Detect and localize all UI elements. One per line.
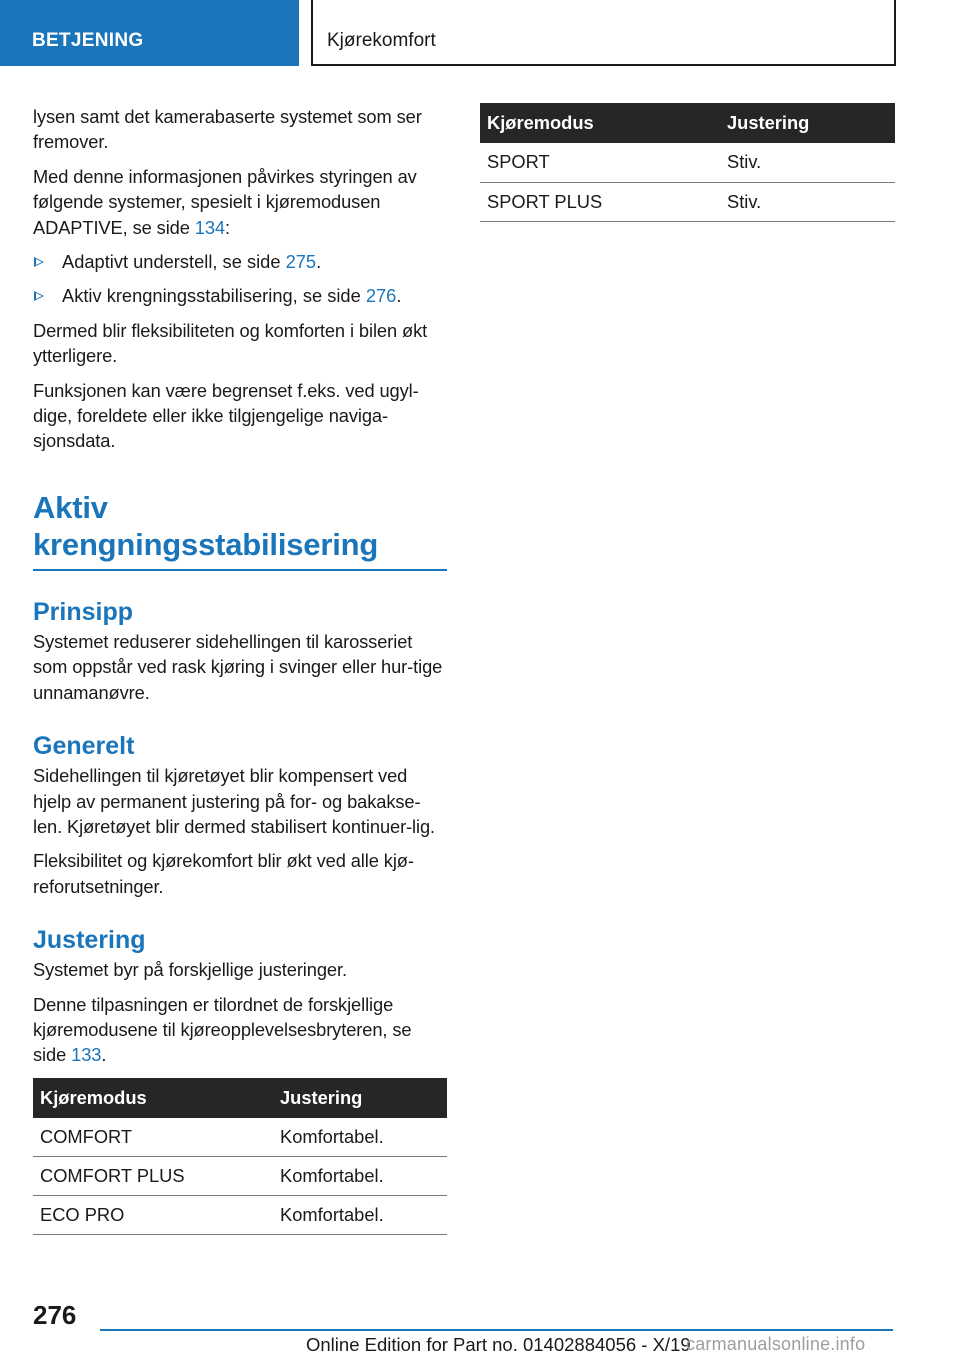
page-link-134[interactable]: 134 — [194, 216, 225, 238]
cell-adjustment: Komfortabel. — [273, 1196, 447, 1235]
list-item-end: . — [396, 285, 402, 307]
paragraph-adjustment-2 — [33, 992, 447, 1068]
table-row — [33, 1196, 447, 1235]
paragraph-adjustment-end: . — [101, 1044, 107, 1066]
drive-mode-table-left — [33, 1078, 447, 1236]
main-heading-line2: krengningsstabilisering — [33, 526, 379, 562]
page-link-276[interactable]: 276 — [365, 285, 397, 307]
heading-principle: Prinsipp — [33, 597, 134, 626]
paragraph-systems-end: : — [224, 216, 230, 238]
watermark-text: carmanualsonline.info — [686, 1334, 866, 1354]
table-header-row — [480, 103, 895, 143]
left-column — [33, 104, 447, 1235]
paragraph-intro: lysen samt det kamerabaserte systemet som ser fremover. — [33, 106, 422, 153]
table-header-row — [33, 1078, 447, 1118]
cell-adjustment: Stiv. — [720, 143, 895, 182]
heading-general: Generelt — [33, 732, 135, 761]
page-link-275[interactable]: 275 — [285, 251, 317, 273]
cell-mode: SPORT — [480, 143, 720, 182]
section-title: BETJENING — [32, 30, 144, 51]
list-item-text: Adaptivt understell, se side — [62, 251, 286, 273]
paragraph-flexibility: Dermed blir fleksibiliteten og komforten i bilen økt ytterligere. — [33, 319, 428, 367]
main-heading-line1: Aktiv — [33, 489, 108, 525]
right-column — [480, 103, 895, 222]
list-item — [33, 249, 447, 274]
page-link-133[interactable]: 133 — [71, 1044, 102, 1066]
paragraph-general-2: Fleksibilitet og kjørekomfort blir økt ved alle kjø-reforutsetninger. — [33, 850, 414, 897]
cell-adjustment: Stiv. — [720, 182, 895, 221]
triangle-bullet-icon — [34, 257, 44, 267]
column-header-mode: Kjøremodus — [480, 103, 720, 143]
cell-adjustment: Komfortabel. — [273, 1118, 447, 1157]
paragraph-general-1: Sidehellingen til kjøretøyet blir kompensert ved hjelp av permanent justering på for- og bakakse-len. Kjøretøyet blir dermed stabilisert kontinuer-lig. — [33, 765, 436, 837]
table-row — [480, 182, 895, 221]
heading-adjustment: Justering — [33, 926, 146, 955]
paragraph-systems — [33, 164, 447, 240]
drive-mode-table-right — [480, 103, 895, 222]
cell-mode: COMFORT PLUS — [33, 1157, 273, 1196]
page-number: 276 — [33, 1300, 77, 1330]
bullet-list — [33, 249, 447, 309]
list-item-end: . — [316, 251, 322, 273]
triangle-bullet-icon — [34, 291, 44, 301]
paragraph-principle: Systemet reduserer sidehellingen til karosseriet som oppstår ved rask kjøring i svinger eller hur-tige unnamanøvre. — [33, 630, 443, 703]
table-row — [33, 1118, 447, 1157]
paragraph-adjustment-text: Denne tilpasningen er tilordnet de forskjellige kjøremodusene til kjøreopplevelsesbryteren, se side — [33, 993, 412, 1066]
table-row — [33, 1157, 447, 1196]
paragraph-limitation: Funksjonen kan være begrenset f.eks. ved ugyl-dige, foreldete eller ikke tilgjengelige naviga-sjonsdata. — [33, 379, 419, 452]
cell-adjustment: Komfortabel. — [273, 1157, 447, 1196]
cell-mode: COMFORT — [33, 1118, 273, 1157]
chapter-title: Kjørekomfort — [327, 30, 436, 51]
list-item — [33, 283, 447, 308]
footer-divider — [100, 1329, 893, 1331]
header-section-tab — [0, 0, 299, 66]
main-heading — [33, 489, 447, 571]
footer-edition-text: Online Edition for Part no. 01402884056 - X/19 — [306, 1334, 691, 1355]
column-header-adjustment: Justering — [720, 103, 895, 143]
paragraph-systems-text: Med denne informasjonen påvirkes styringen av følgende systemer, spesielt i kjøremodusen ADAPTIVE, se side — [33, 165, 417, 238]
cell-mode: ECO PRO — [33, 1196, 273, 1235]
paragraph-adjustment-1: Systemet byr på forskjellige justeringer. — [33, 959, 347, 981]
cell-mode: SPORT PLUS — [480, 182, 720, 221]
column-header-mode: Kjøremodus — [33, 1078, 273, 1118]
header-chapter-box — [311, 0, 896, 66]
list-item-text: Aktiv krengningsstabilisering, se side — [62, 285, 366, 307]
column-header-adjustment: Justering — [273, 1078, 447, 1118]
table-row — [480, 143, 895, 182]
